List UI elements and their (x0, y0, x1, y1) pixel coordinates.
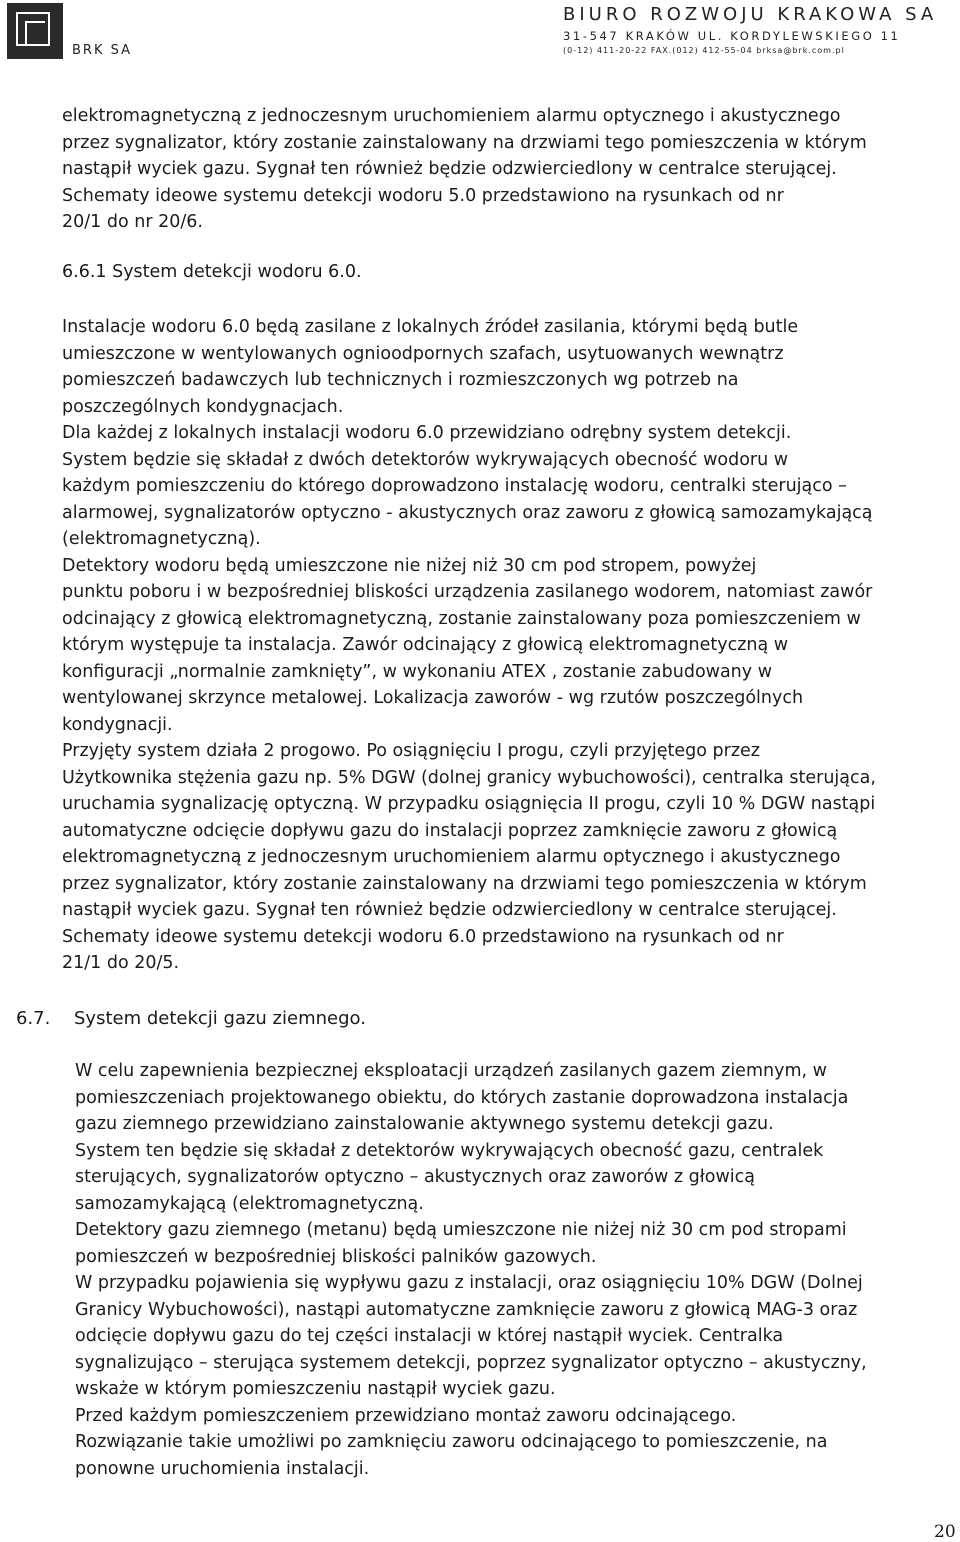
section-number: 6.7. (16, 1008, 51, 1029)
section-heading-6-6-1: 6.6.1 System detekcji wodoru 6.0. (62, 262, 362, 282)
company-contact: (0-12) 411-20-22 FAX.(012) 412-55-04 brksa@brk.com.pl (563, 46, 845, 55)
page-header (0, 0, 960, 70)
section-heading-6-7 (16, 1008, 366, 1029)
page-number: 20 (934, 1522, 956, 1542)
logo-inner-mark (25, 21, 45, 46)
paragraph-natural-gas-detection: W celu zapewnienia bezpiecznej eksploatacji urządzeń zasilanych gazem ziemnym, w pomieszczeniach projektowanego obiektu, do których zastanie doprowadzona instalacja gazu ziemnego przewidziano zainstalowanie aktywnego systemu detekcji gazu. System ten będzie się składał z detektorów wykrywających obecność gazu, centralek sterujących, sygnalizatorów optyczno – akustycznych oraz zaworów z głowicą samozamykającą (elektromagnetyczną. Detektory gazu ziemnego (metanu) będą umieszczone nie niżej niż 30 cm pod stropami pomieszczeń w bezpośredniej bliskości palników gazowych. W przypadku pojawienia się wypływu gazu z instalacji, oraz osiągnięciu 10% DGW (Dolnej Granicy Wybuchowości), nastąpi automatyczne zamknięcie zaworu z głowicą MAG-3 oraz odcięcie dopływu gazu do tej części instalacji w której nastąpił wyciek. Centralka sygnalizująco – sterująca systemem detekcji, poprzez sygnalizator optyczno – akustyczny, wskaże w którym pomieszczeniu nastąpił wyciek gazu. Przed każdym pomieszczeniem przewidziano montaż zaworu odcinającego. Rozwiązanie takie umożliwi po zamknięciu zaworu odcinającego to pomieszczenie, na ponowne uruchomienia instalacji. (75, 1061, 867, 1479)
company-name: BIURO ROZWOJU KRAKOWA SA (563, 4, 938, 25)
paragraph-hydrogen-5-summary: elektromagnetyczną z jednoczesnym uruchomieniem alarmu optycznego i akustycznego przez sygnalizator, który zostanie zainstalowany na drzwiami tego pomieszczenia w którym nastąpił wyciek gazu. Sygnał ten również będzie odzwierciedlony w centralce sterującej. Schematy ideowe systemu detekcji wodoru 5.0 przedstawiono na rysunkach od nr 20/1 do nr 20/6. (62, 106, 867, 232)
paragraph-hydrogen-6-description: Instalacje wodoru 6.0 będą zasilane z lokalnych źródeł zasilania, którymi będą butle umieszczone w wentylowanych ognioodpornych szafach, usytuowanych wewnątrz pomieszczeń badawczych lub technicznych i rozmieszczonych wg potrzeb na poszczególnych kondygnacjach. Dla każdej z lokalnych instalacji wodoru 6.0 przewidziano odrębny system detekcji. System będzie się składał z dwóch detektorów wykrywających obecność wodoru w każdym pomieszczeniu do którego doprowadzono instalację wodoru, centralki sterująco – alarmowej, sygnalizatorów optyczno - akustycznych oraz zaworu z głowicą samozamykającą (elektromagnetyczną). Detektory wodoru będą umieszczone nie niżej niż 30 cm pod stropem, powyżej punktu poboru i w bezpośredniej bliskości urządzenia zasilanego wodorem, natomiast zawór odcinający z głowicą elektromagnetyczną, zostanie zainstalowany poza pomieszczeniem w którym występuje ta instalacja. Zawór odcinający z głowicą elektromagnetyczną w konfiguracji „normalnie zamknięty”, w wykonaniu ATEX , zostanie zabudowany w wentylowanej skrzynce metalowej. Lokalizacja zaworów - wg rzutów poszczególnych kondygnacji. Przyjęty system działa 2 progowo. Po osiągnięciu I progu, czyli przyjętego przez Użytkownika stężenia gazu np. 5% DGW (dolnej granicy wybuchowości), centralka sterująca, uruchamia sygnalizację optyczną. W przypadku osiągnięcia II progu, czyli 10 % DGW nastąpi automatyczne odcięcie dopływu gazu do instalacji poprzez zamknięcie zaworu z głowicą elektromagnetyczną z jednoczesnym uruchomieniem alarmu optycznego i akustycznego przez sygnalizator, który zostanie zainstalowany na drzwiami tego pomieszczenia w którym nastąpił wyciek gazu. Sygnał ten również będzie odzwierciedlony w centralce sterującej. Schematy ideowe systemu detekcji wodoru 6.0 przedstawiono na rysunkach od nr 21/1 do 20/5. (62, 317, 876, 973)
company-address: 31-547 KRAKÓW UL. KORDYLEWSKIEGO 11 (563, 29, 901, 43)
section-title: System detekcji gazu ziemnego. (74, 1008, 366, 1029)
brk-logo-icon (7, 3, 63, 59)
logo-text: BRK SA (72, 43, 132, 58)
